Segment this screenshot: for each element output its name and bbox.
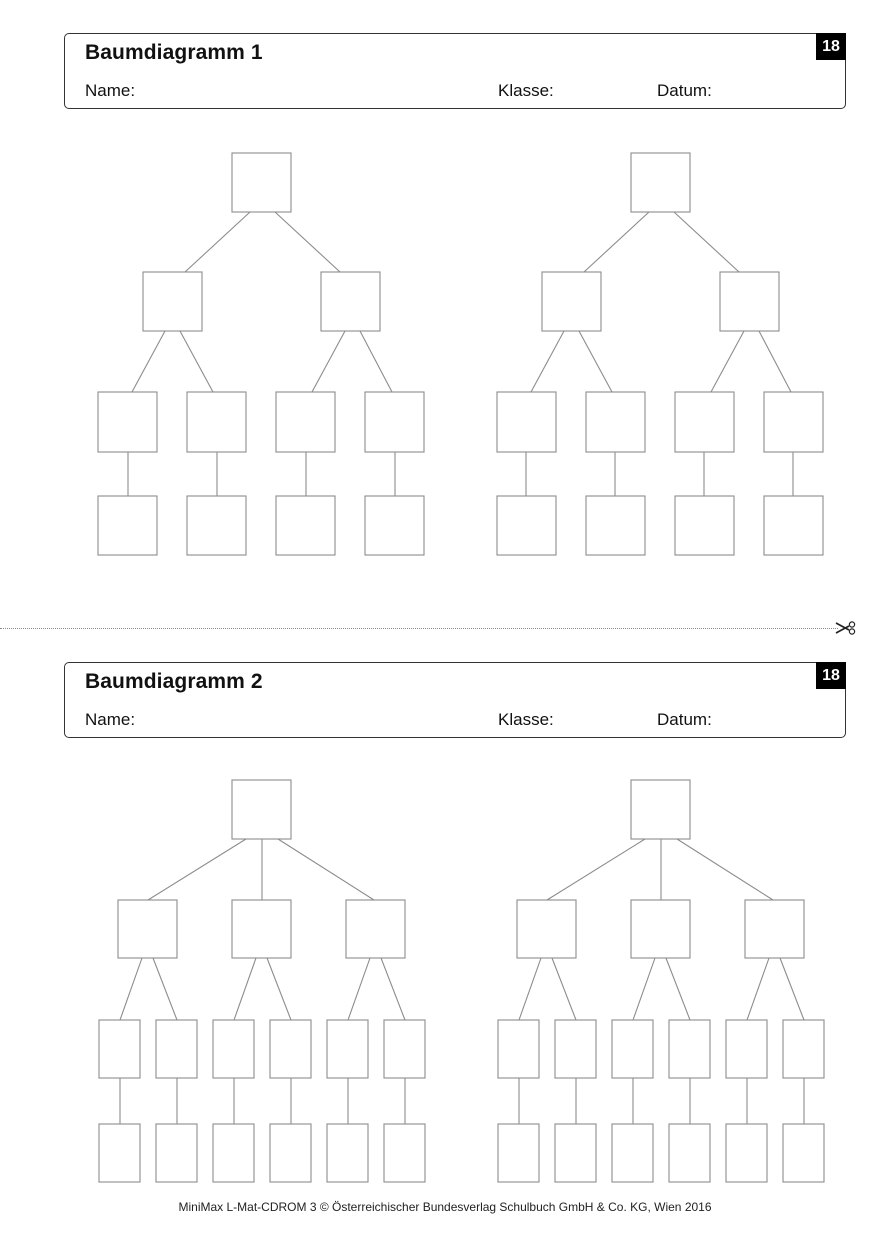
tree-node	[783, 1020, 824, 1078]
tree-node	[143, 272, 202, 331]
tree-node	[631, 900, 690, 958]
tree-node	[98, 392, 157, 452]
footer-copyright: MiniMax L-Mat-CDROM 3 © Österreichischer Bundesverlag Schulbuch GmbH & Co. KG, Wien 2016	[178, 1200, 712, 1214]
tree-2-left	[99, 780, 425, 1182]
tree-node	[98, 496, 157, 555]
tree-node	[213, 1020, 254, 1078]
tree-node	[631, 153, 690, 212]
tree-node	[497, 392, 556, 452]
tree-node	[384, 1124, 425, 1182]
tree-node	[669, 1020, 710, 1078]
tree-node	[270, 1020, 311, 1078]
tree-node	[764, 496, 823, 555]
tree-node	[232, 900, 291, 958]
klasse-label: Klasse:	[498, 81, 554, 100]
tree-node	[764, 392, 823, 452]
tree-node	[745, 900, 804, 958]
tree-node	[542, 272, 601, 331]
worksheet-1-title: Baumdiagramm 1	[85, 41, 263, 64]
tree-node	[187, 496, 246, 555]
tree-node	[327, 1124, 368, 1182]
tree-node	[156, 1020, 197, 1078]
tree-node	[555, 1020, 596, 1078]
tree-node	[497, 496, 556, 555]
tree-1-right	[497, 153, 823, 555]
klasse-label: Klasse:	[498, 710, 554, 729]
scissors-icon	[835, 620, 857, 636]
tree-node	[726, 1020, 767, 1078]
tree-node	[156, 1124, 197, 1182]
tree-node	[327, 1020, 368, 1078]
cut-line	[0, 628, 838, 629]
tree-node	[232, 153, 291, 212]
datum-label: Datum:	[657, 81, 712, 100]
tree-node	[346, 900, 405, 958]
tree-node	[276, 392, 335, 452]
tree-1-left	[98, 153, 424, 555]
tree-node	[675, 392, 734, 452]
tree-node	[99, 1124, 140, 1182]
tree-node	[586, 392, 645, 452]
tree-node	[612, 1124, 653, 1182]
name-label: Name:	[85, 81, 136, 100]
tree-node	[631, 780, 690, 839]
name-label: Name:	[85, 710, 136, 729]
tree-node	[384, 1020, 425, 1078]
tree-2-right	[498, 780, 824, 1182]
datum-label: Datum:	[657, 710, 712, 729]
tree-node	[498, 1124, 539, 1182]
tree-node	[187, 392, 246, 452]
page-number-badge: 18	[816, 33, 846, 60]
tree-node	[555, 1124, 596, 1182]
tree-node	[365, 392, 424, 452]
tree-node	[321, 272, 380, 331]
tree-node	[365, 496, 424, 555]
tree-node	[783, 1124, 824, 1182]
tree-node	[720, 272, 779, 331]
tree-node	[612, 1020, 653, 1078]
tree-node	[586, 496, 645, 555]
worksheet-2-title: Baumdiagramm 2	[85, 670, 263, 693]
tree-node	[498, 1020, 539, 1078]
tree-node	[726, 1124, 767, 1182]
tree-node	[517, 900, 576, 958]
tree-node	[276, 496, 335, 555]
tree-node	[213, 1124, 254, 1182]
tree-node	[118, 900, 177, 958]
tree-node	[99, 1020, 140, 1078]
tree-node	[270, 1124, 311, 1182]
tree-node	[675, 496, 734, 555]
page-number-badge: 18	[816, 662, 846, 689]
tree-node	[669, 1124, 710, 1182]
tree-node	[232, 780, 291, 839]
